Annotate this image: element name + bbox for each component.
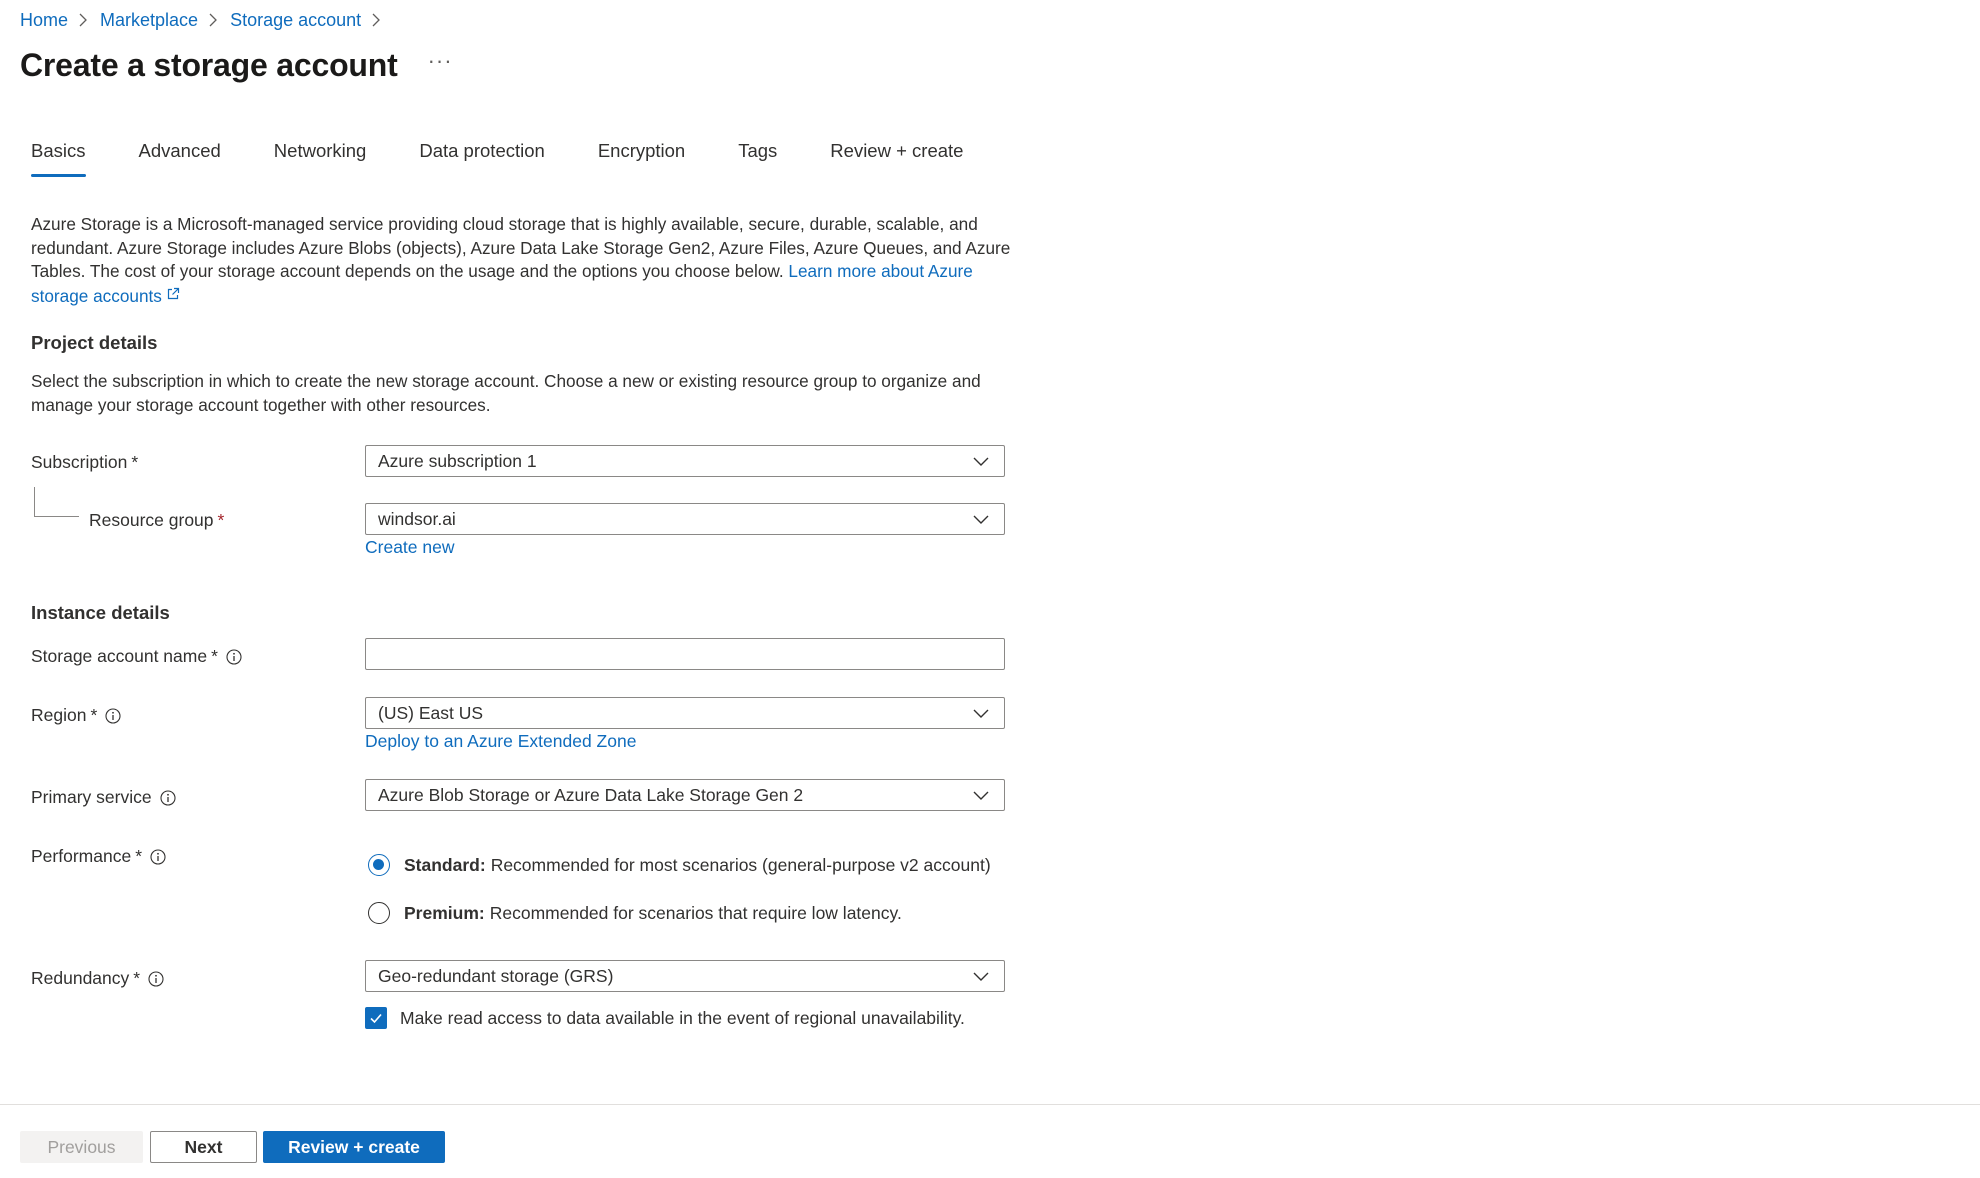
- primary-service-select[interactable]: [365, 779, 1005, 811]
- premium-option-name: Premium:: [404, 902, 485, 923]
- review-create-button[interactable]: Review + create: [263, 1131, 445, 1163]
- region-value: (US) East US: [378, 702, 484, 723]
- storage-account-name-input[interactable]: [365, 638, 1005, 670]
- region-label: [31, 705, 121, 726]
- tab-tags[interactable]: Tags: [738, 140, 778, 161]
- next-button[interactable]: Next: [150, 1131, 257, 1163]
- region-label-text: Region: [31, 705, 87, 725]
- redundancy-label-text: Redundancy: [31, 968, 130, 988]
- page-title: Create a storage account: [20, 46, 398, 83]
- more-options-button[interactable]: ···: [427, 48, 453, 73]
- title-row: [20, 40, 453, 90]
- subscription-label-text: Subscription: [31, 452, 128, 472]
- tree-connector: [34, 487, 79, 517]
- tab-review-create[interactable]: Review + create: [830, 140, 964, 161]
- chevron-right-icon: [79, 12, 89, 28]
- subscription-value: Azure subscription 1: [378, 450, 537, 471]
- breadcrumb-storage-account[interactable]: Storage account: [230, 9, 362, 30]
- required-marker: *: [90, 705, 98, 725]
- radio-unselected-icon: [368, 902, 390, 924]
- storage-account-name-label: [31, 646, 242, 667]
- performance-label-text: Performance: [31, 846, 132, 866]
- footer-divider: [0, 1104, 1980, 1105]
- radio-selected-icon: [368, 854, 390, 876]
- instance-details-heading: Instance details: [31, 602, 170, 623]
- learn-more-link-text: Learn more about Azure storage accounts: [31, 261, 973, 306]
- primary-service-value: Azure Blob Storage or Azure Data Lake Storage Gen 2: [378, 784, 804, 805]
- resource-group-value: windsor.ai: [378, 508, 456, 529]
- subscription-label: [31, 452, 138, 473]
- create-new-link[interactable]: Create new: [365, 537, 455, 557]
- tab-basics[interactable]: Basics: [31, 140, 86, 182]
- resource-group-label: [89, 510, 224, 531]
- read-access-label: Make read access to data available in the event of regional unavailability.: [400, 1007, 965, 1028]
- info-icon[interactable]: [105, 708, 121, 724]
- resource-group-select[interactable]: [365, 503, 1005, 535]
- intro-paragraph: [31, 213, 1031, 308]
- project-details-description: Select the subscription in which to create the new storage account. Choose a new or existing resource group to organize and manage your storage account together with other resources.: [31, 371, 981, 415]
- required-marker: *: [133, 968, 141, 988]
- tab-encryption[interactable]: Encryption: [597, 140, 686, 161]
- project-details-heading: Project details: [31, 332, 158, 353]
- storage-account-name-label-text: Storage account name: [31, 646, 208, 666]
- primary-service-label: [31, 787, 176, 808]
- redundancy-select[interactable]: [365, 960, 1005, 992]
- intro-text: Azure Storage is a Microsoft-managed service providing cloud storage that is highly available, secure, durable, scalable, and redundant. Azure Storage includes Azure Blobs (objects), Azure Data Lake Storage Gen2, Azure Files, Azure Queues, and Azure Tables. The cost of your storage account depends on the usage and the options you choose below.: [31, 214, 1011, 281]
- tab-bar: [31, 140, 1016, 182]
- required-marker: *: [211, 646, 218, 666]
- chevron-down-icon: [972, 967, 990, 985]
- chevron-right-icon: [372, 12, 382, 28]
- deploy-extended-zone-link[interactable]: Deploy to an Azure Extended Zone: [365, 731, 637, 751]
- chevron-down-icon: [972, 510, 990, 528]
- info-icon[interactable]: [150, 849, 166, 865]
- chevron-right-icon: [209, 12, 219, 28]
- previous-button[interactable]: Previous: [20, 1131, 143, 1163]
- external-link-icon: [166, 284, 180, 298]
- standard-option-name: Standard:: [404, 854, 486, 875]
- performance-premium-radio[interactable]: [368, 902, 902, 924]
- chevron-down-icon: [972, 786, 990, 804]
- premium-option-description: Recommended for scenarios that require low latency.: [489, 902, 902, 923]
- region-select[interactable]: [365, 697, 1005, 729]
- subscription-select[interactable]: [365, 445, 1005, 477]
- standard-option-description: Recommended for most scenarios (general-purpose v2 account): [490, 854, 991, 875]
- redundancy-value: Geo-redundant storage (GRS): [378, 965, 614, 986]
- chevron-down-icon: [972, 704, 990, 722]
- resource-group-label-text: Resource group: [89, 510, 214, 530]
- read-access-checkbox-row[interactable]: [365, 1007, 965, 1029]
- info-icon[interactable]: [148, 971, 164, 987]
- required-marker: *: [217, 510, 225, 530]
- redundancy-label: [31, 968, 164, 989]
- performance-label: [31, 846, 166, 867]
- info-icon[interactable]: [160, 790, 176, 806]
- performance-standard-radio[interactable]: [368, 854, 991, 876]
- info-icon[interactable]: [226, 649, 242, 665]
- tab-advanced[interactable]: Advanced: [138, 140, 221, 161]
- tab-networking[interactable]: Networking: [273, 140, 367, 161]
- checkbox-checked-icon[interactable]: [365, 1007, 387, 1029]
- required-marker: *: [131, 452, 139, 472]
- breadcrumb-home[interactable]: Home: [20, 9, 69, 30]
- required-marker: *: [135, 846, 142, 866]
- breadcrumb: [20, 8, 393, 32]
- primary-service-label-text: Primary service: [31, 787, 152, 807]
- breadcrumb-marketplace[interactable]: Marketplace: [100, 9, 199, 30]
- chevron-down-icon: [972, 452, 990, 470]
- tab-data-protection[interactable]: Data protection: [419, 140, 545, 161]
